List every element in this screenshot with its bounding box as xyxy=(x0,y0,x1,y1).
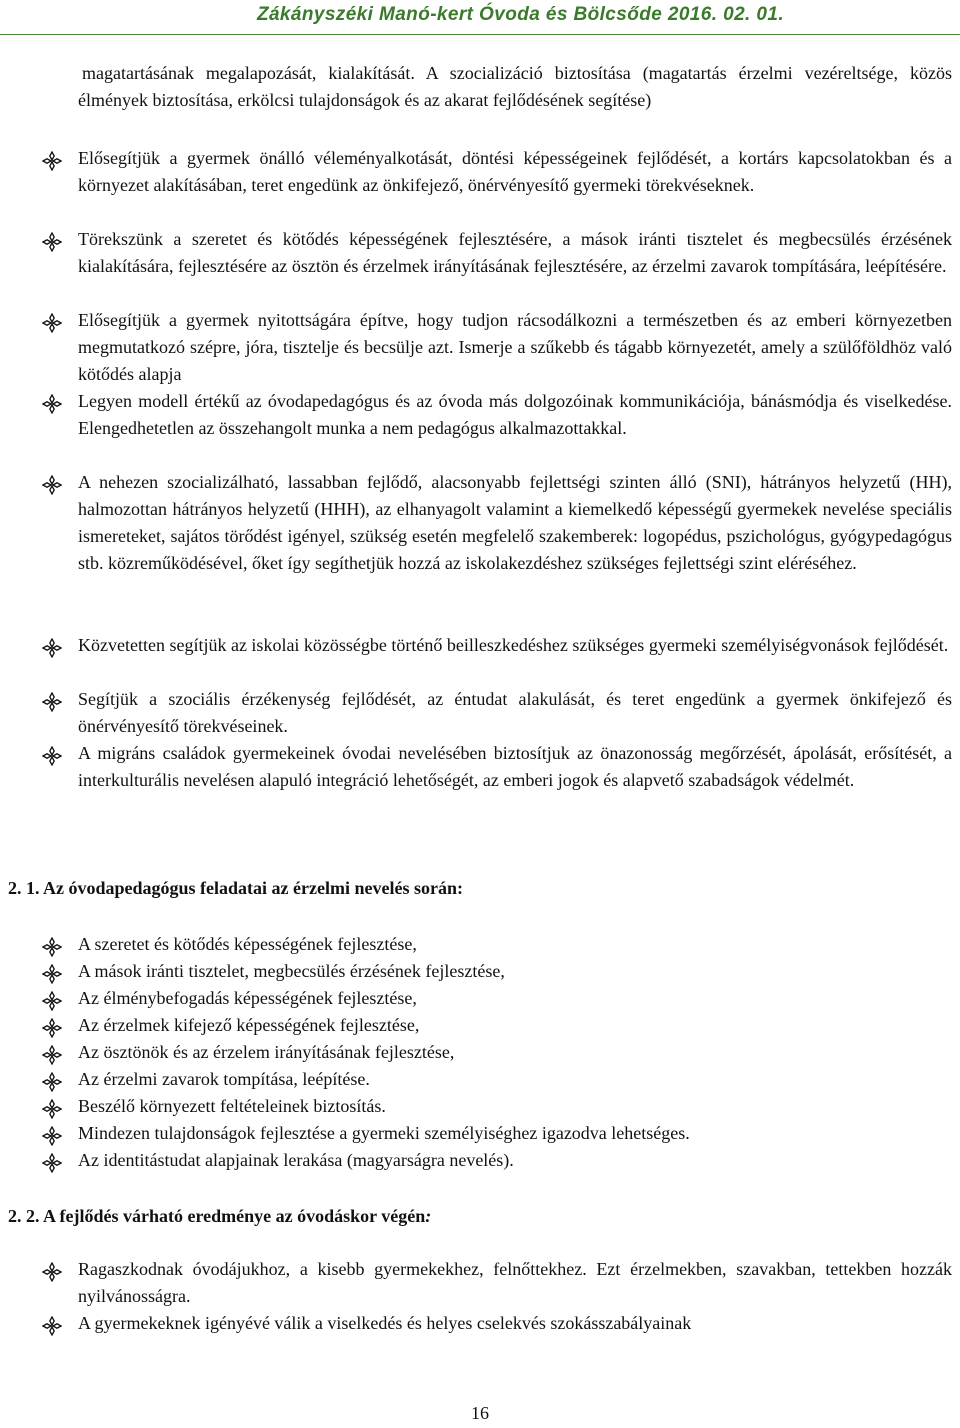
section-heading-text: 2. 2. A fejlődés várható eredménye az óvodáskor végén xyxy=(8,1206,426,1226)
page-number: 16 xyxy=(471,1403,489,1423)
list-item: Az identitástudat alapjainak lerakása (magyarságra nevelés). xyxy=(78,1150,514,1170)
four-diamond-bullet-icon xyxy=(42,1126,62,1146)
four-diamond-bullet-icon xyxy=(42,151,62,171)
list-item: Az érzelmi zavarok tompítása, leépítése. xyxy=(78,1069,370,1089)
list-item: A mások iránti tisztelet, megbecsülés érzésének fejlesztése, xyxy=(78,961,505,981)
four-diamond-bullet-icon xyxy=(42,964,62,984)
four-diamond-bullet-icon xyxy=(42,692,62,712)
four-diamond-bullet-icon xyxy=(42,394,62,414)
header-title: Zákányszéki Manó-kert Óvoda és Bölcsőde 2016. 02. 01. xyxy=(256,4,784,25)
list-item: Mindezen tulajdonságok fejlesztése a gyermeki személyiséghez igazodva lehetséges. xyxy=(78,1123,690,1143)
four-diamond-bullet-icon xyxy=(42,475,62,495)
intro-paragraph: magatartásának megalapozását, kialakítását. A szocializáció biztosítása (magatartás érzelmi vezéreltsége, közös élmények biztosítása, erkölcsi tulajdonságok és az akarat fejlődésének segítése) xyxy=(78,63,952,110)
four-diamond-bullet-icon xyxy=(42,746,62,766)
bullet-paragraph: Ragaszkodnak óvodájukhoz, a kisebb gyermekekhez, felnőttekhez. Ezt érzelmekben, szavakban, tettekben hozzák nyilvánosságra. xyxy=(78,1259,952,1306)
four-diamond-bullet-icon xyxy=(42,1262,62,1282)
four-diamond-bullet-icon xyxy=(42,1045,62,1065)
bullet-paragraph: Közvetetten segítjük az iskolai közösségbe történő beilleszkedéshez szükséges gyermeki személyiségvonások fejlődését. xyxy=(78,635,949,655)
four-diamond-bullet-icon xyxy=(42,1018,62,1038)
bullet-paragraph: A nehezen szocializálható, lassabban fejlődő, alacsonyabb fejlettségi szinten álló (SNI), hátrányos helyzetű (HH), halmozottan hátrányos helyzetű (HHH), az elhanyagolt valamint a kiemelkedő képességű gyermekek nevelése speciális ismereteket, sajátos törődést igényel, szükség esetén megfelelő szakemberek: logopédus, pszichológus, gyógypedagógus stb. közreműködésével, őket így segíthetjük hozzá az iskolakezdéshez szükséges fejlettségi szint eléréséhez. xyxy=(78,472,952,573)
bullet-paragraph: Legyen modell értékű az óvodapedagógus és az óvoda más dolgozóinak kommunikációja, bánásmódja és viselkedése. Elengedhetetlen az összehangolt munka a nem pedagógus alkalmazottakkal. xyxy=(78,391,952,438)
list-item: Az ösztönök és az érzelem irányításának fejlesztése, xyxy=(78,1042,455,1062)
four-diamond-bullet-icon xyxy=(42,937,62,957)
list-item: A szeretet és kötődés képességének fejlesztése, xyxy=(78,934,417,954)
four-diamond-bullet-icon xyxy=(42,313,62,333)
four-diamond-bullet-icon xyxy=(42,638,62,658)
four-diamond-bullet-icon xyxy=(42,1316,62,1336)
page-header xyxy=(0,0,960,38)
four-diamond-bullet-icon xyxy=(42,232,62,252)
bullet-paragraph: Segítjük a szociális érzékenység fejlődését, az éntudat alakulását, és teret engedünk a gyermek önkifejező és önérvényesítő törekvéseinek. xyxy=(78,689,952,736)
list-item: Beszélő környezett feltételeinek biztosítás. xyxy=(78,1096,386,1116)
four-diamond-bullet-icon xyxy=(42,1072,62,1092)
bullet-paragraph: A migráns családok gyermekeinek óvodai nevelésében biztosítjuk az önazonosság megőrzését, ápolását, erősítését, a interkulturális nevelésen alapuló integráció lehetőségét, az emberi jogok és alapvető szabadságok védelmét. xyxy=(78,743,952,790)
list-item: Az élménybefogadás képességének fejlesztése, xyxy=(78,988,417,1008)
bullet-paragraph: Elősegítjük a gyermek nyitottságára építve, hogy tudjon rácsodálkozni a természetben és az emberi környezetben megmutatkozó szépre, jóra, tisztelje és becsülje azt. Ismerje a szűkebb és tágabb környezetét, amely a szülőföldhöz való kötődés alapja xyxy=(78,310,952,384)
header-divider xyxy=(0,34,960,35)
section-heading-colon: : xyxy=(425,1206,432,1226)
four-diamond-bullet-icon xyxy=(42,1153,62,1173)
four-diamond-bullet-icon xyxy=(42,991,62,1011)
bullet-paragraph: Törekszünk a szeretet és kötődés képességének fejlesztésére, a mások iránti tisztelet és megbecsülés érzésének kialakítására, fejlesztésére az ösztön és érzelmek irányításának fejlesztésére, az érzelmi zavarok tompítására, leépítésére. xyxy=(78,229,952,276)
section-heading: 2. 1. Az óvodapedagógus feladatai az érzelmi nevelés során: xyxy=(8,878,463,898)
bullet-paragraph: Elősegítjük a gyermek önálló véleményalkotását, döntési képességeinek fejlődését, a kortárs kapcsolatokban és a környezet alakításában, teret engedünk az önkifejező, önérvényesítő gyermeki törekvéseknek. xyxy=(78,148,952,195)
section-heading xyxy=(8,1203,431,1230)
bullet-paragraph: A gyermekeknek igényévé válik a viselkedés és helyes cselekvés szokásszabályainak xyxy=(78,1313,692,1333)
list-item: Az érzelmek kifejező képességének fejlesztése, xyxy=(78,1015,420,1035)
four-diamond-bullet-icon xyxy=(42,1099,62,1119)
